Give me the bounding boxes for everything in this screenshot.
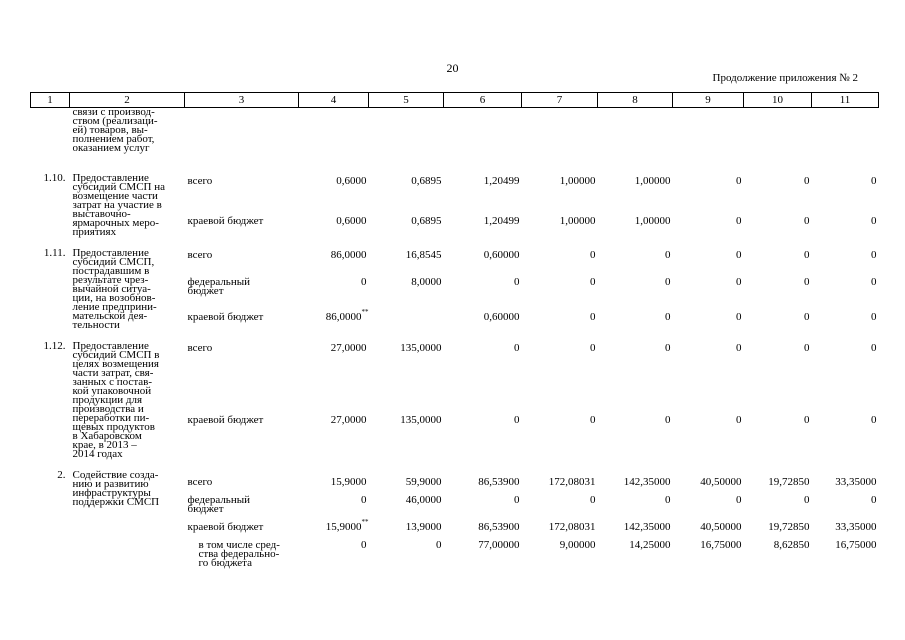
funding-source: в том числе сред- ства федерально- го бюджета: [198, 539, 280, 569]
value-cell: 0: [804, 275, 810, 288]
column-header-3: 3: [185, 93, 299, 108]
value-cell: 0: [804, 311, 810, 324]
budget-table: [30, 92, 879, 568]
funding-source: всего: [187, 175, 213, 187]
value-cell: 8,0000: [411, 275, 442, 288]
value-cell: 13,9000: [405, 521, 442, 533]
value-cell: 1,00000: [559, 214, 596, 227]
column-header-10: 10: [744, 93, 812, 108]
value-cell: 19,72850: [768, 476, 810, 488]
value-cell: 0: [590, 275, 596, 288]
value-cell: 0: [736, 214, 742, 227]
column-header-5: 5: [369, 93, 444, 108]
item-name: Предоставление субсидий СМСП на возмещение части затрат на участие в выставочно- ярмарочных меро- приятиях: [72, 172, 165, 238]
value-cell: 0: [871, 311, 877, 324]
value-cell: 0: [871, 275, 877, 288]
value-cell: 0: [665, 494, 671, 506]
value-cell: 172,08031: [548, 521, 596, 533]
value-cell: 0: [361, 494, 367, 506]
table-row: [31, 459, 879, 487]
funding-source: краевой бюджет: [187, 414, 264, 427]
value-cell: 0: [590, 311, 596, 324]
value-cell: 16,75000: [700, 539, 742, 551]
value-cell: 0: [514, 275, 520, 288]
header-row: [31, 93, 879, 108]
footnote-mark: **: [361, 518, 369, 526]
value-cell: 0: [665, 249, 671, 261]
row-number: 1.12.: [43, 340, 66, 352]
value-cell: 0: [665, 342, 671, 354]
value-cell: 135,0000: [400, 414, 442, 427]
value-cell: 33,35000: [835, 476, 877, 488]
table-row: [31, 153, 879, 212]
value-cell: 0: [361, 539, 367, 551]
funding-source: краевой бюджет: [187, 214, 264, 227]
value-cell: 0: [871, 494, 877, 506]
value-cell: 86,53900: [478, 476, 520, 488]
value-cell: 14,25000: [629, 539, 671, 551]
value-cell: 0: [590, 249, 596, 261]
item-name: Содействие созда- нию и развитию инфраструктуры поддержки СМСП: [72, 469, 160, 508]
value-cell: 59,9000: [405, 476, 442, 488]
value-cell: 0: [871, 175, 877, 187]
value-cell: 0: [665, 311, 671, 324]
value-cell: 135,0000: [400, 342, 442, 354]
value-cell: 0: [871, 342, 877, 354]
value-cell: 77,00000: [478, 539, 520, 551]
value-cell: 86,0000: [330, 249, 367, 261]
value-cell: 0: [804, 494, 810, 506]
page-number: 20: [446, 61, 459, 75]
value-cell: 0: [871, 214, 877, 227]
value-cell: 0: [436, 539, 442, 551]
value-cell: 0: [514, 414, 520, 427]
value-cell: 0: [736, 414, 742, 427]
value-cell: 0: [736, 342, 742, 354]
value-cell: [673, 108, 744, 154]
column-header-11: 11: [812, 93, 879, 108]
funding-source: всего: [187, 476, 213, 488]
value-cell: 0: [514, 494, 520, 506]
funding-source: всего: [187, 249, 213, 261]
value-cell: 0: [590, 414, 596, 427]
value-cell: 27,0000: [330, 414, 367, 427]
value-cell: [369, 309, 444, 330]
column-header-8: 8: [598, 93, 673, 108]
value-cell: [299, 108, 369, 154]
value-cell: 46,0000: [405, 494, 442, 506]
value-cell: 1,00000: [634, 214, 671, 227]
value-cell: [444, 108, 522, 154]
value-cell: 0: [871, 414, 877, 427]
row-number: 1.11.: [43, 247, 66, 259]
value-cell: 0: [590, 494, 596, 506]
item-name: Предоставление субсидий СМСП в целях возмещения части затрат, свя- занных с постав- кой упаковочной продукции для производства и переработки пи- щевых продуктов в Хабаровском крае, в 2013 – 2014 годах: [72, 340, 160, 460]
value-cell: 0: [804, 214, 810, 227]
value-cell: [369, 108, 444, 154]
value-cell: 27,0000: [330, 342, 367, 354]
value-cell: 0,6895: [411, 175, 442, 187]
value-cell: 0: [804, 414, 810, 427]
value-cell: 0: [665, 275, 671, 288]
value-cell: 0: [804, 175, 810, 187]
funding-source: федеральный бюджет: [187, 494, 250, 515]
column-header-2: 2: [70, 93, 185, 108]
value-cell: 0,6000: [336, 214, 367, 227]
value-cell: 0: [804, 249, 810, 261]
row-number: 1.10.: [43, 172, 66, 184]
value-cell: 172,08031: [548, 476, 596, 488]
value-cell: 15,9000: [330, 476, 367, 488]
value-cell: 0: [665, 414, 671, 427]
value-cell: 1,00000: [634, 175, 671, 187]
value-cell: 0,60000: [483, 249, 520, 261]
value-cell: 0: [736, 311, 742, 324]
value-cell: [812, 108, 879, 154]
value-cell: [522, 108, 598, 154]
value-cell: 0: [736, 494, 742, 506]
continuation-caption: Продолжение приложения № 2: [712, 72, 858, 84]
value-cell: 0: [804, 342, 810, 354]
value-cell: 0,6895: [411, 214, 442, 227]
column-header-6: 6: [444, 93, 522, 108]
value-cell: 40,50000: [700, 521, 742, 533]
value-cell: 0,6000: [336, 175, 367, 187]
funding-source: краевой бюджет: [187, 311, 264, 324]
funding-source: всего: [187, 342, 213, 354]
column-header-7: 7: [522, 93, 598, 108]
item-name: Предоставление субсидий СМСП, пострадавшим в результате чрез- вычайной ситуа- ции, на возобнов- ление предприни- мательской дея- тельности: [72, 247, 157, 331]
value-cell: [598, 108, 673, 154]
footnote-mark: **: [361, 308, 369, 317]
value-cell: 9,00000: [559, 539, 596, 551]
value-cell: 19,72850: [768, 521, 810, 533]
value-cell: 1,00000: [559, 175, 596, 187]
value-cell: 16,75000: [835, 539, 877, 551]
row-number: [31, 108, 70, 154]
value-cell: 0: [590, 342, 596, 354]
value-cell: [185, 108, 299, 154]
column-header-1: 1: [31, 93, 70, 108]
value-cell: 86,0000**: [325, 308, 369, 324]
row-number: 2.: [57, 469, 66, 481]
value-cell: 1,20499: [483, 214, 520, 227]
value-cell: 33,35000: [835, 521, 877, 533]
value-cell: 40,50000: [700, 476, 742, 488]
value-cell: [744, 108, 812, 154]
column-header-9: 9: [673, 93, 744, 108]
column-header-4: 4: [299, 93, 369, 108]
table-row: [31, 237, 879, 274]
value-cell: 0: [736, 249, 742, 261]
value-cell: 86,53900: [478, 521, 520, 533]
item-name: связи с производ- ством (реализаци- ей) товаров, вы- полнением работ, оказанием услуг: [72, 106, 158, 154]
value-cell: 142,35000: [623, 476, 671, 488]
funding-source: федеральный бюджет: [187, 275, 250, 297]
table-row: [31, 108, 879, 154]
value-cell: 0: [736, 275, 742, 288]
value-cell: 16,8545: [405, 249, 442, 261]
value-cell: 1,20499: [483, 175, 520, 187]
value-cell: 142,35000: [623, 521, 671, 533]
value-cell: 0,60000: [483, 311, 520, 324]
value-cell: 0: [871, 249, 877, 261]
value-cell: 0: [736, 175, 742, 187]
value-cell: 0: [361, 275, 367, 288]
table-row: [31, 330, 879, 412]
value-cell: 0: [514, 342, 520, 354]
funding-source: краевой бюджет: [187, 521, 264, 533]
value-cell: 15,9000**: [325, 518, 369, 533]
value-cell: 8,62850: [773, 539, 810, 551]
